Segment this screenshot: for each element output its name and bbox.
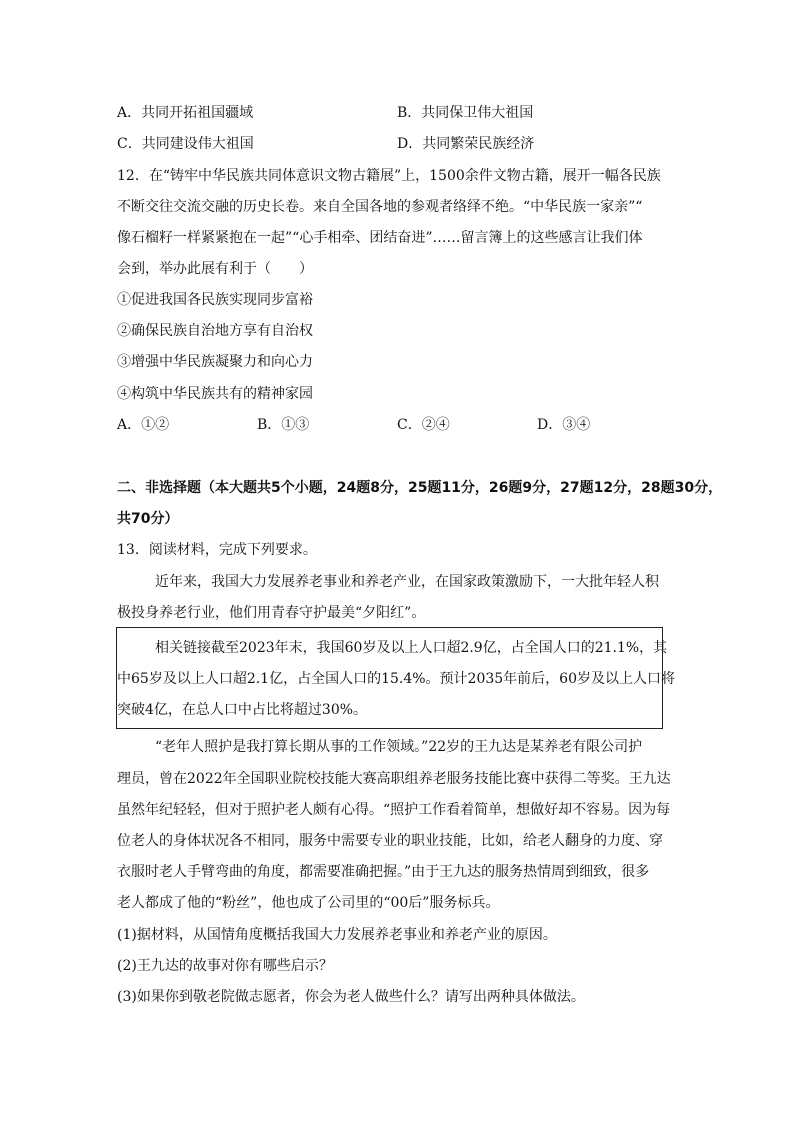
q13-para2-line-1: “老年人照护是我打算长期从事的工作领域。”22岁的王九达是某养老有限公司护 [155, 739, 643, 755]
q12-stem-line-1: 12．在“铸牢中华民族共同体意识文物古籍展”上，1500余件文物古籍，展开一幅各民族 [117, 168, 661, 184]
q13-para1-line-2: 极投身养老行业，他们用青春守护最美“夕阳红”。 [117, 605, 426, 621]
q12-item-1: ①促进我国各民族实现同步富裕 [117, 292, 313, 308]
q12-stem-line-3: 像石榴籽一样紧紧抱在一起”“心手相牵、团结奋进”……留言簿上的这些感言让我们体 [117, 230, 643, 246]
q13-para2-line-2: 理员，曾在2022年全国职业院校技能大赛高职组养老服务技能比赛中获得二等奖。王九达 [117, 771, 671, 787]
q13-para1-line-1: 近年来，我国大力发展养老事业和养老产业，在国家政策激励下，一大批年轻人积 [155, 574, 659, 590]
q13-para2-line-3: 虽然年纪轻轻，但对于照护老人颇有心得。“照护工作看着简单，想做好却不容易。因为每 [117, 802, 671, 818]
q12-option-d: D．③④ [537, 417, 591, 433]
q12-stem-line-4: 会到，举办此展有利于（ ） [117, 261, 313, 277]
q13-question-2: (2)王九达的故事对你有哪些启示？ [117, 958, 333, 974]
q11-option-b: B．共同保卫伟大祖国 [397, 105, 534, 121]
q12-option-c: C．②④ [397, 417, 450, 433]
q12-item-4: ④构筑中华民族共有的精神家园 [117, 386, 313, 402]
q11-option-c: C．共同建设伟大祖国 [117, 136, 254, 152]
q13-para2-line-4: 位老人的身体状况各不相同，服务中需要专业的职业技能，比如，给老人翻身的力度、穿 [117, 833, 663, 849]
q13-question-1: (1)据材料，从国情角度概括我国大力发展养老事业和养老产业的原因。 [117, 927, 557, 943]
section-heading-line-2: 共70分） [117, 511, 179, 527]
q12-option-a: A．①② [117, 417, 170, 433]
q12-item-2: ②确保民族自治地方享有自治权 [117, 323, 313, 339]
box-line-3: 突破4亿，在总人口中占比将超过30%。 [117, 702, 368, 718]
q11-option-a: A．共同开拓祖国疆域 [117, 105, 254, 121]
q13-intro: 13．阅读材料，完成下列要求。 [117, 542, 317, 558]
q13-para2-line-5: 衣服时老人手臂弯曲的角度，都需要准确把握。”由于王九达的服务热情周到细致，很多 [117, 864, 650, 880]
q13-para2-line-6: 老人都成了他的“粉丝”，他也成了公司里的“00后”服务标兵。 [117, 895, 500, 911]
box-line-1: 相关链接截至2023年末，我国60岁及以上人口超2.9亿，占全国人口的21.1%，其 [155, 640, 668, 656]
q11-option-d: D．共同繁荣民族经济 [397, 136, 535, 152]
section-heading-line-1: 二、非选择题（本大题共5个小题，24题8分，25题11分，26题9分，27题12分，28题30分， [117, 480, 723, 496]
q13-question-3: (3)如果你到敬老院做志愿者，你会为老人做些什么？请写出两种具体做法。 [117, 989, 585, 1005]
box-line-2: 中65岁及以上人口超2.1亿，占全国人口的15.4%。预计2035年前后，60岁及以上人口将 [117, 671, 675, 687]
q12-stem-line-2: 不断交往交流交融的历史长卷。来自全国各地的参观者络绎不绝。“中华民族一家亲”“ [117, 199, 643, 215]
q12-item-3: ③增强中华民族凝聚力和向心力 [117, 354, 313, 370]
q12-option-b: B．①③ [257, 417, 310, 433]
